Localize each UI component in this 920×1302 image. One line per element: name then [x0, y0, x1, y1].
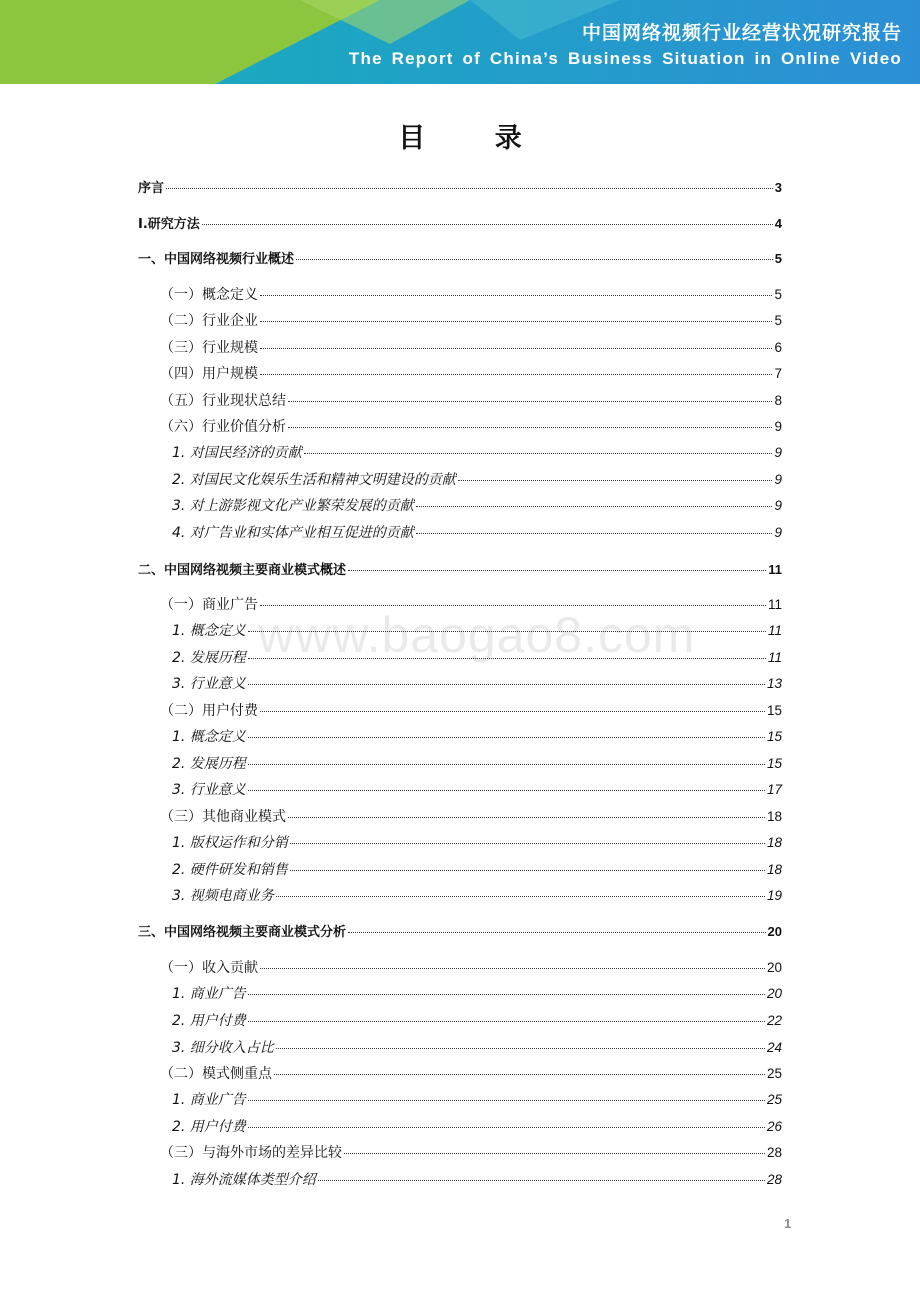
toc-entry[interactable] — [138, 214, 782, 234]
toc-dot-leader — [260, 348, 772, 349]
toc-entry[interactable] — [172, 496, 782, 516]
toc-dot-leader — [202, 224, 773, 225]
toc-entry[interactable] — [160, 391, 782, 411]
watermark: www.baogao8.com — [258, 607, 696, 663]
toc-entry[interactable] — [172, 1170, 782, 1190]
toc-entry[interactable] — [172, 443, 782, 463]
toc-entry[interactable] — [160, 311, 782, 331]
toc-dot-leader — [248, 1100, 765, 1101]
toc-dot-leader — [166, 188, 773, 189]
toc-dot-leader — [248, 684, 765, 685]
toc-entry-label: 3. 行业意义 — [172, 782, 246, 798]
toc-entry-page: 25 — [766, 1066, 782, 1081]
toc-dot-leader — [248, 658, 766, 659]
toc-dot-leader — [260, 295, 772, 296]
toc-entry-page: 11 — [767, 650, 782, 665]
toc-dot-leader — [248, 1021, 765, 1022]
toc-entry-page: 5 — [774, 313, 782, 328]
toc-entry-page: 11 — [767, 597, 782, 612]
toc-dot-leader — [274, 1074, 765, 1075]
toc-dot-leader — [248, 1127, 765, 1128]
toc-entry-page: 24 — [766, 1040, 782, 1055]
toc-dot-leader — [276, 896, 765, 897]
toc-entry-label: 3. 行业意义 — [172, 676, 246, 692]
toc-entry[interactable] — [160, 807, 782, 827]
toc-entry-label: 2. 发展历程 — [172, 756, 246, 772]
toc-dot-leader — [288, 817, 765, 818]
toc-dot-leader — [276, 1048, 765, 1049]
toc-entry-label: （二）用户付费 — [160, 703, 258, 719]
toc-entry-label: 1. 概念定义 — [172, 729, 246, 745]
toc-dot-leader — [248, 994, 765, 995]
toc-entry[interactable] — [172, 621, 782, 641]
toc-entry-page: 9 — [774, 472, 782, 487]
toc-entry[interactable] — [160, 1064, 782, 1084]
toc-entry-label: 2. 用户付费 — [172, 1013, 246, 1029]
toc-entry-page: 20 — [766, 960, 782, 975]
toc-entry[interactable] — [138, 922, 782, 942]
toc-entry-label: 1. 对国民经济的贡献 — [172, 445, 302, 461]
toc-entry[interactable] — [172, 1038, 782, 1058]
toc-entry-label: 1. 商业广告 — [172, 1092, 246, 1108]
toc-entry-label: （四）用户规模 — [160, 366, 258, 382]
toc-entry-page: 20 — [767, 924, 782, 939]
toc-entry-page: 13 — [766, 676, 782, 691]
toc-entry-label: 1. 版权运作和分销 — [172, 835, 288, 851]
toc-dot-leader — [248, 764, 765, 765]
toc-entry[interactable] — [172, 886, 782, 906]
toc-dot-leader — [458, 480, 773, 481]
toc-entry-label: 2. 硬件研发和销售 — [172, 862, 288, 878]
toc-entry-page: 19 — [766, 888, 782, 903]
toc-entry-page: 15 — [766, 729, 782, 744]
toc-entry-label: Ⅰ.研究方法 — [138, 217, 200, 232]
toc-entry[interactable] — [172, 1011, 782, 1031]
toc-entry-label: （一）商业广告 — [160, 597, 258, 613]
toc-entry-label: （三）行业规模 — [160, 340, 258, 356]
toc-entry[interactable] — [160, 701, 782, 721]
toc-entry[interactable] — [160, 338, 782, 358]
toc-entry[interactable] — [172, 1090, 782, 1110]
toc-entry-page: 9 — [774, 525, 782, 540]
toc-dot-leader — [348, 570, 766, 571]
toc-entry[interactable] — [138, 249, 782, 269]
toc-entry-label: 3. 视频电商业务 — [172, 888, 274, 904]
toc-entry-label: （一）概念定义 — [160, 287, 258, 303]
toc-entry-page: 26 — [766, 1119, 782, 1134]
toc-dot-leader — [290, 843, 765, 844]
toc-entry-label: 一、中国网络视频行业概述 — [138, 252, 295, 267]
toc-entry-page: 18 — [766, 862, 782, 877]
toc-entry-page: 15 — [766, 703, 782, 718]
toc-entry-page: 9 — [774, 419, 782, 434]
toc-entry-label: 三、中国网络视频主要商业模式分析 — [138, 925, 347, 940]
report-title-chinese: 中国网络视频行业经营状况研究报告 — [581, 22, 902, 44]
toc-entry-page: 15 — [766, 756, 782, 771]
toc-entry-label: 1. 海外流媒体类型介绍 — [172, 1172, 316, 1188]
toc-dot-leader — [260, 605, 766, 606]
toc-entry-page: 7 — [774, 366, 782, 381]
toc-dot-leader — [318, 1180, 765, 1181]
toc-dot-leader — [248, 631, 766, 632]
toc-entry[interactable] — [172, 780, 782, 800]
toc-entry-page: 5 — [774, 287, 782, 302]
toc-entry[interactable] — [172, 833, 782, 853]
toc-entry-page: 11 — [768, 562, 782, 577]
toc-dot-leader — [304, 453, 773, 454]
toc-entry-label: 3. 细分收入占比 — [172, 1040, 274, 1056]
toc-dot-leader — [248, 790, 765, 791]
toc-entry-page: 18 — [766, 835, 782, 850]
toc-dot-leader — [260, 968, 765, 969]
toc-entry[interactable] — [160, 417, 782, 437]
toc-entry-page: 8 — [774, 393, 782, 408]
toc-entry-label: （六）行业价值分析 — [160, 419, 286, 435]
toc-entry-page: 17 — [766, 782, 782, 797]
toc-entry-label: 4. 对广告业和实体产业相互促进的贡献 — [172, 525, 414, 541]
toc-entry[interactable] — [138, 178, 782, 198]
toc-entry-page: 18 — [766, 809, 782, 824]
toc-dot-leader — [344, 1153, 765, 1154]
toc-entry-label: 2. 对国民文化娱乐生活和精神文明建设的贡献 — [172, 472, 456, 488]
toc-entry[interactable] — [160, 364, 782, 384]
toc-entry-label: （二）模式侧重点 — [160, 1066, 272, 1082]
report-title-english: The Report of China’s Business Situation in Online Video — [348, 49, 902, 68]
toc-entry-label: （三）其他商业模式 — [160, 809, 286, 825]
toc-dot-leader — [348, 932, 766, 933]
toc-entry-label: （二）行业企业 — [160, 313, 258, 329]
toc-entry-page: 25 — [766, 1092, 782, 1107]
toc-entry-label: 3. 对上游影视文化产业繁荣发展的贡献 — [172, 498, 414, 514]
toc-entry-page: 22 — [766, 1013, 782, 1028]
toc-dot-leader — [260, 374, 772, 375]
toc-entry-page: 3 — [774, 180, 782, 195]
toc-entry-label: 2. 发展历程 — [172, 650, 246, 666]
toc-dot-leader — [260, 321, 772, 322]
toc-entry[interactable] — [172, 984, 782, 1004]
toc-entry[interactable] — [138, 560, 782, 580]
toc-entry-page: 20 — [766, 986, 782, 1001]
toc-entry-label: （三）与海外市场的差异比较 — [160, 1145, 342, 1161]
toc-dot-leader — [288, 427, 772, 428]
toc-heading: 目 录 — [398, 123, 552, 154]
toc-dot-leader — [260, 711, 765, 712]
toc-entry-page: 28 — [766, 1145, 782, 1160]
toc-entry-page: 4 — [774, 216, 782, 231]
toc-entry-label: 二、中国网络视频主要商业模式概述 — [138, 563, 347, 578]
toc-dot-leader — [248, 737, 765, 738]
toc-entry-label: （一）收入贡献 — [160, 960, 258, 976]
toc-entry[interactable] — [172, 727, 782, 747]
toc-entry-page: 6 — [774, 340, 782, 355]
toc-entry[interactable] — [160, 595, 782, 615]
toc-entry[interactable] — [172, 754, 782, 774]
toc-entry-page: 5 — [774, 251, 782, 266]
toc-entry[interactable] — [172, 1117, 782, 1137]
toc-entry[interactable] — [172, 648, 782, 668]
toc-entry[interactable] — [172, 470, 782, 490]
toc-entry[interactable] — [172, 523, 782, 543]
toc-dot-leader — [288, 401, 772, 402]
toc-entry[interactable] — [160, 958, 782, 978]
toc-entry-label: （五）行业现状总结 — [160, 393, 286, 409]
toc-entry[interactable] — [160, 1143, 782, 1163]
toc-entry-page: 9 — [774, 445, 782, 460]
toc-entry-label: 2. 用户付费 — [172, 1119, 246, 1135]
toc-entry-page: 28 — [766, 1172, 782, 1187]
toc-entry-page: 11 — [767, 623, 782, 638]
toc-entry-label: 1. 商业广告 — [172, 986, 246, 1002]
toc-dot-leader — [290, 870, 765, 871]
page-number: 1 — [784, 1216, 792, 1231]
toc-dot-leader — [296, 259, 773, 260]
toc-entry-label: 序言 — [138, 181, 165, 196]
toc-dot-leader — [416, 533, 773, 534]
toc-entry[interactable] — [172, 860, 782, 880]
toc-entry[interactable] — [160, 285, 782, 305]
toc-entry[interactable] — [172, 674, 782, 694]
toc-entry-label: 1. 概念定义 — [172, 623, 246, 639]
toc-dot-leader — [416, 506, 773, 507]
toc-entry-page: 9 — [774, 498, 782, 513]
